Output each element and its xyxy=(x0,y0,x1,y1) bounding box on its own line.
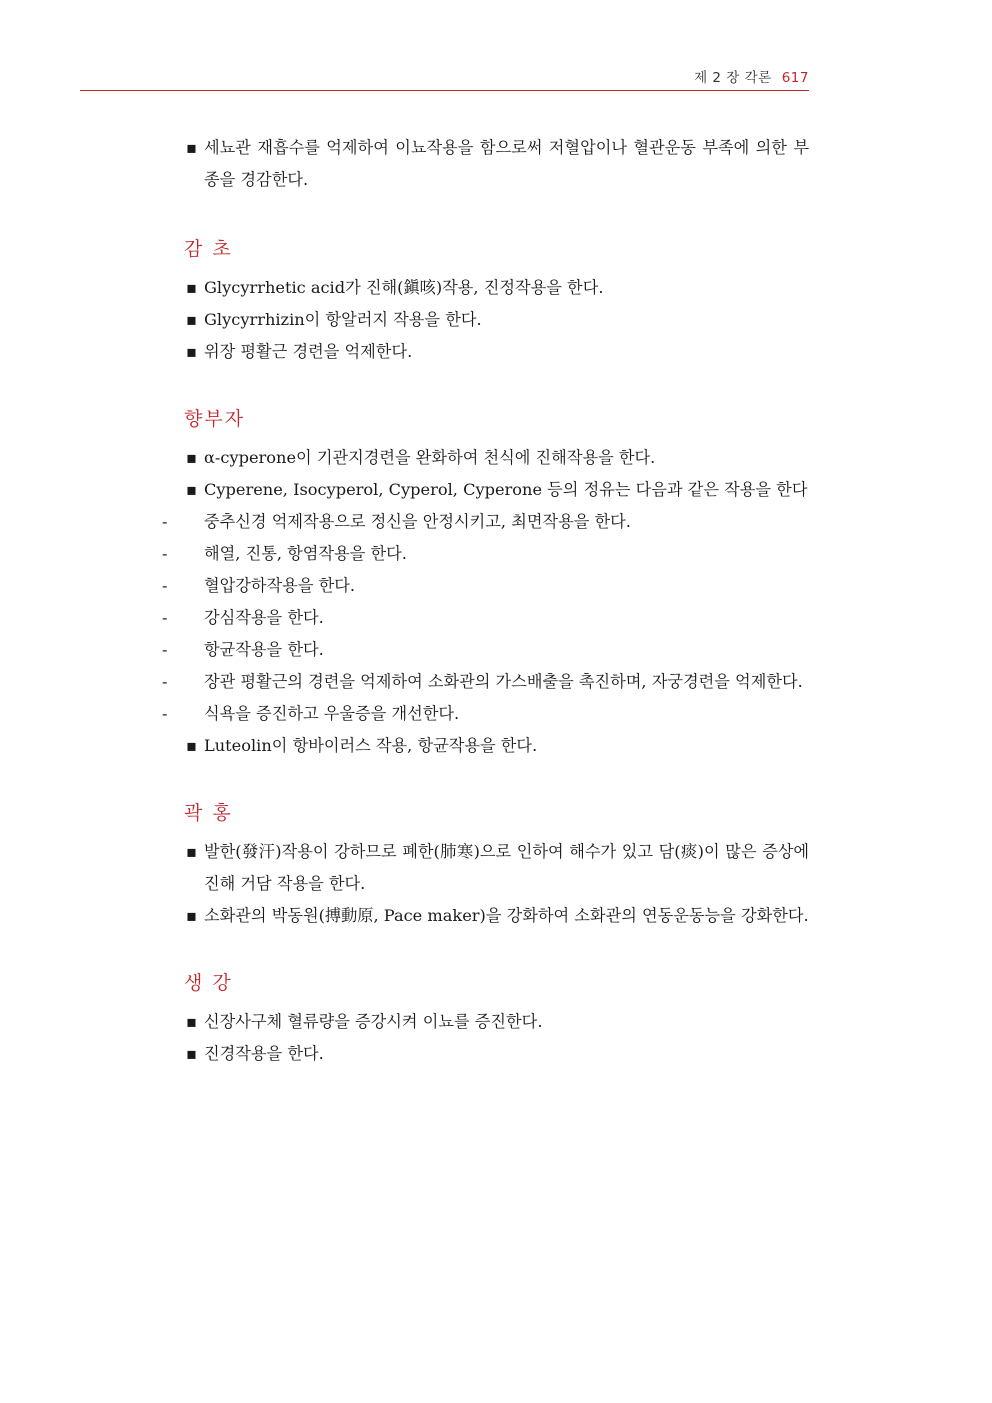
list-item-text: 항균작용을 한다. xyxy=(204,640,324,659)
list-item-text: 위장 평활근 경련을 억제한다. xyxy=(204,342,413,361)
list-item-text: 소화관의 박동원(搏動原, Pace maker)을 강화하여 소화관의 연동운동능을 강화한다. xyxy=(204,906,809,925)
page-number: 617 xyxy=(781,70,809,86)
section-list-saenggang xyxy=(182,1006,809,1070)
dash-marker: - xyxy=(162,640,168,659)
list-item-text: 식욕을 증진하고 우울증을 개선한다. xyxy=(204,704,460,723)
list-item xyxy=(182,730,809,762)
bullet-marker: ▪ xyxy=(186,842,197,861)
dash-marker: - xyxy=(162,544,168,563)
page-header xyxy=(80,62,809,91)
list-item-text: 중추신경 억제작용으로 정신을 안정시키고, 최면작용을 한다. xyxy=(204,512,631,531)
section-title-saenggang: 생 강 xyxy=(184,972,233,994)
sub-list-item xyxy=(162,698,809,730)
section-title-hyangbuja: 향부자 xyxy=(184,408,246,430)
sub-list-item xyxy=(162,602,809,634)
bullet-marker: ▪ xyxy=(186,1044,197,1063)
page-content xyxy=(162,132,809,1070)
sub-list-item xyxy=(162,634,809,666)
sub-list-item xyxy=(162,506,809,538)
dash-marker: - xyxy=(162,608,168,627)
list-item xyxy=(182,336,809,368)
dash-marker: - xyxy=(162,576,168,595)
list-item-text: 발한(發汗)작용이 강하므로 폐한(肺寒)으로 인하여 해수가 있고 담(痰)이 많은 증상에 진해 거담 작용을 한다. xyxy=(204,842,809,893)
list-item xyxy=(182,132,809,196)
section-list-gamcho xyxy=(182,272,809,368)
list-item-text: Glycyrrhizin이 항알러지 작용을 한다. xyxy=(204,310,482,329)
list-item-text: 해열, 진통, 항염작용을 한다. xyxy=(204,544,407,563)
sub-list-item xyxy=(162,538,809,570)
section-title-gamcho: 감 초 xyxy=(184,238,233,260)
bullet-marker: ▪ xyxy=(186,448,197,467)
list-item-text: Cyperene, Isocyperol, Cyperol, Cyperone 등의 정유는 다음과 같은 작용을 한다 xyxy=(204,480,808,499)
list-item xyxy=(182,1006,809,1038)
list-item-text: 혈압강하작용을 한다. xyxy=(204,576,356,595)
list-item-text: 신장사구체 혈류량을 증강시켜 이뇨를 증진한다. xyxy=(204,1012,543,1031)
list-item-text: Luteolin이 항바이러스 작용, 항균작용을 한다. xyxy=(204,736,538,755)
list-item-text: 세뇨관 재흡수를 억제하여 이뇨작용을 함으로써 저혈압이나 혈관운동 부족에 의한 부종을 경감한다. xyxy=(204,138,809,189)
list-item xyxy=(182,304,809,336)
bullet-marker: ▪ xyxy=(186,342,197,361)
list-item-text: 장관 평활근의 경련을 억제하여 소화관의 가스배출을 촉진하며, 자궁경련을 억제한다. xyxy=(204,672,803,691)
sub-list-item xyxy=(162,666,809,698)
bullet-marker: ▪ xyxy=(186,480,197,499)
sub-list-item xyxy=(162,570,809,602)
list-item xyxy=(182,1038,809,1070)
list-item xyxy=(182,836,809,900)
dash-marker: - xyxy=(162,512,168,531)
bullet-marker: ▪ xyxy=(186,736,197,755)
header-info xyxy=(694,66,809,86)
list-item xyxy=(182,474,809,506)
intro-list xyxy=(182,132,809,196)
list-item-text: 진경작용을 한다. xyxy=(204,1044,324,1063)
dash-marker: - xyxy=(162,672,168,691)
bullet-marker: ▪ xyxy=(186,278,197,297)
bullet-marker: ▪ xyxy=(186,138,197,157)
chapter-label: 제 2 장 각론 xyxy=(694,70,772,86)
dash-marker: - xyxy=(162,704,168,723)
section-title-gwakhong: 곽 홍 xyxy=(184,802,233,824)
list-item-text: 강심작용을 한다. xyxy=(204,608,324,627)
section-list-hyangbuja xyxy=(162,442,809,762)
bullet-marker: ▪ xyxy=(186,906,197,925)
list-item-text: Glycyrrhetic acid가 진해(鎭咳)작용, 진정작용을 한다. xyxy=(204,278,604,297)
list-item xyxy=(182,442,809,474)
section-list-gwakhong xyxy=(182,836,809,932)
list-item xyxy=(182,272,809,304)
bullet-marker: ▪ xyxy=(186,310,197,329)
bullet-marker: ▪ xyxy=(186,1012,197,1031)
list-item-text: α-cyperone이 기관지경련을 완화하여 천식에 진해작용을 한다. xyxy=(204,448,656,467)
list-item xyxy=(182,900,809,932)
